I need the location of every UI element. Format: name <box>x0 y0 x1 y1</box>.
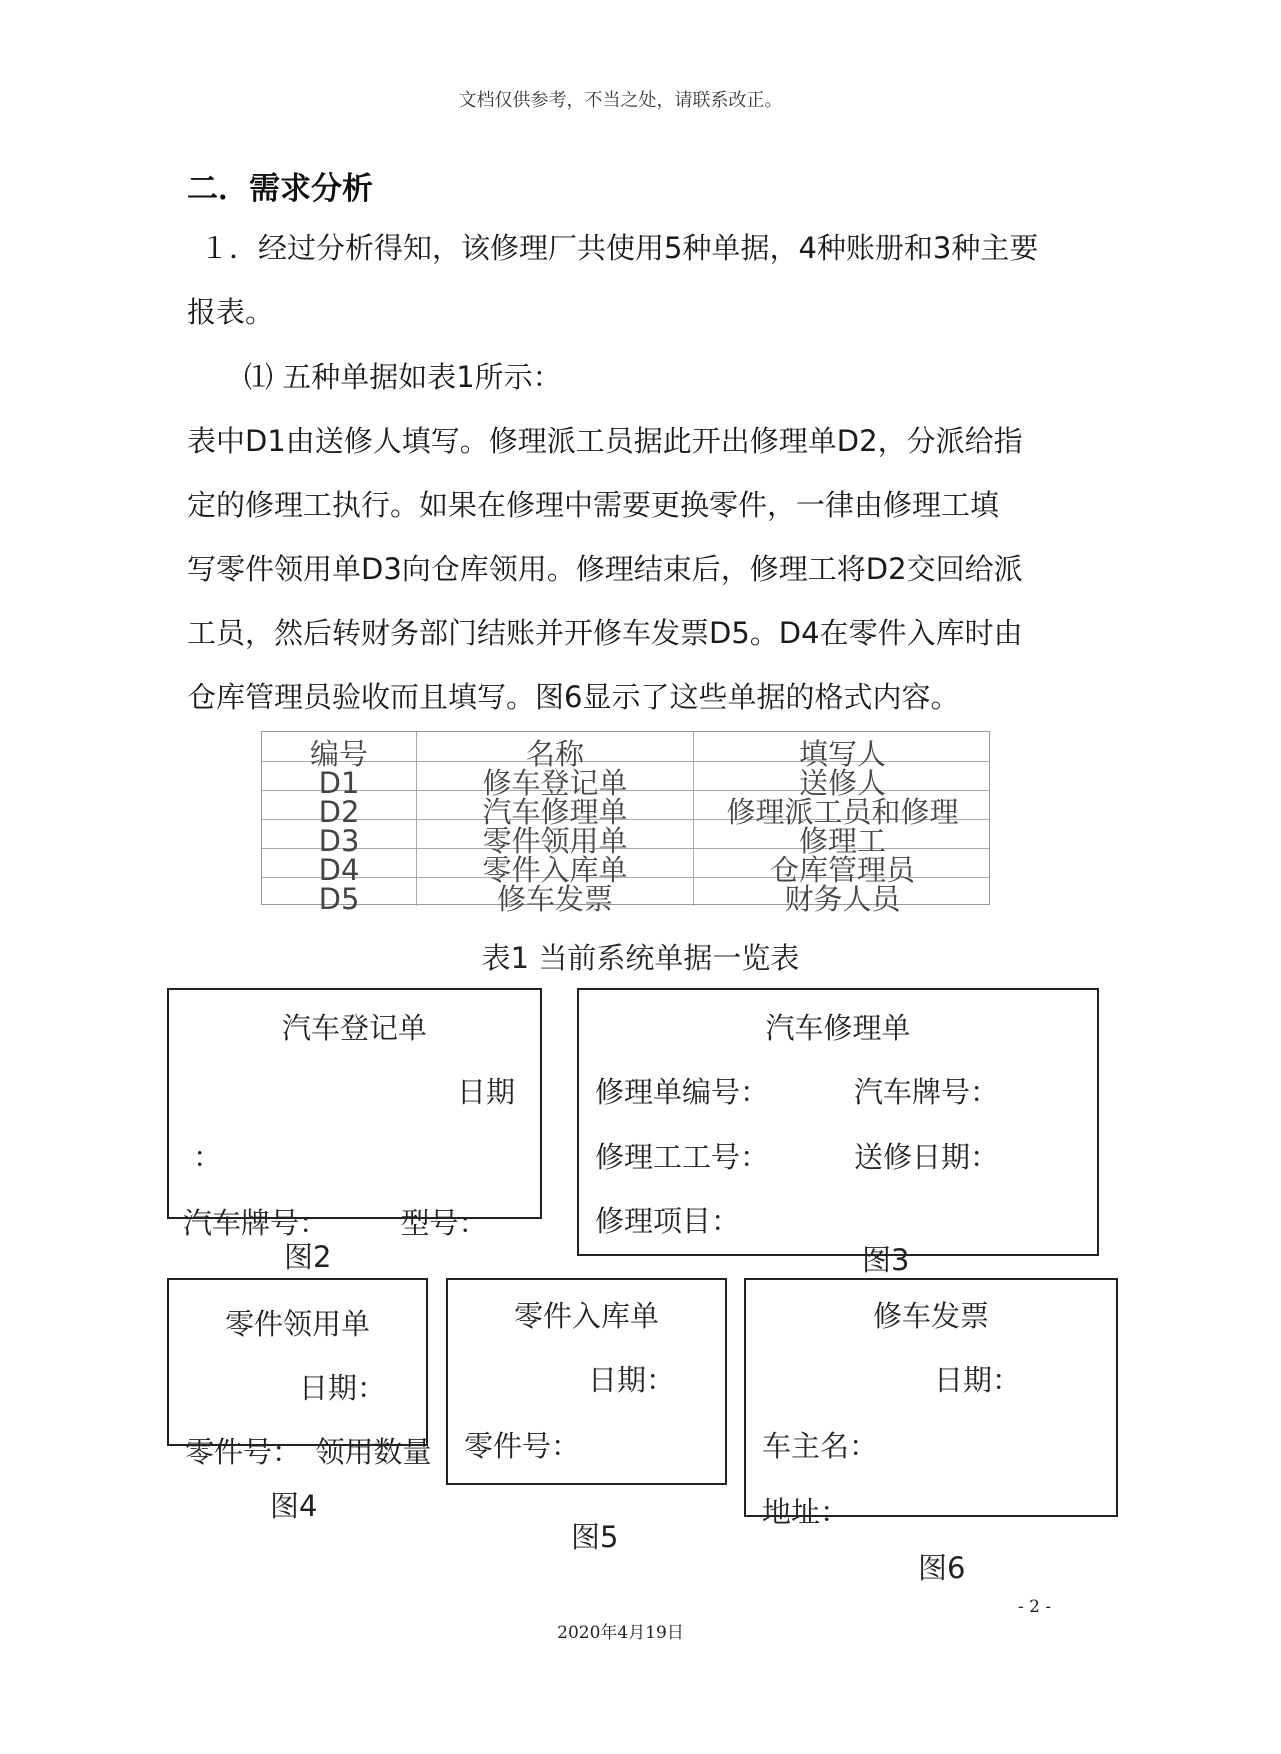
form-repair-invoice <box>744 1278 1118 1529</box>
table-row <box>262 761 989 800</box>
repair-items-label: 修理项目： <box>595 1204 741 1238</box>
table-cell: 修车发票 <box>417 877 694 906</box>
address-label: 地址： <box>762 1495 850 1529</box>
footer-date: 2020年4月19日 <box>557 1623 684 1643</box>
form-title: 零件入库单 <box>513 1299 659 1333</box>
table-row <box>262 848 989 887</box>
table-cell: 修理工 <box>798 824 886 858</box>
paragraph-3-line-1: 表中D1由送修人填写。修理派工员据此开出修理单D2，分派给指 <box>187 424 1023 458</box>
repair-date-label: 送修日期： <box>854 1140 1000 1174</box>
plate-number-label: 汽车牌号： <box>854 1075 1000 1109</box>
part-number-label: 零件号： <box>464 1429 581 1463</box>
form-parts-warehouse-entry <box>446 1278 727 1485</box>
figure-caption-clip <box>862 1243 910 1277</box>
table-cell: 修理派工员和修理 <box>726 795 959 829</box>
table-cell: D3 <box>262 819 417 848</box>
form-title: 修车发票 <box>872 1299 989 1333</box>
mechanic-id-label: 修理工工号： <box>595 1140 770 1174</box>
table-cell: 名称 <box>417 732 694 761</box>
figure-caption: 图3 <box>862 1243 910 1277</box>
date-label: 日期 <box>457 1075 516 1109</box>
table-row <box>262 819 989 858</box>
table-cell: D2 <box>262 790 417 819</box>
table-cell: 编号 <box>262 732 417 761</box>
table-row <box>262 877 989 916</box>
date-label: 日期： <box>934 1363 1022 1397</box>
table-cell: 送修人 <box>798 766 886 800</box>
paragraph-1-line-1: １．经过分析得知，该修理厂共使用5种单据，4种账册和3种主要 <box>200 231 1039 265</box>
table-cell: 修车登记单 <box>417 761 694 790</box>
paragraph-1-line-2: 报表。 <box>187 295 275 329</box>
owner-name-label: 车主名： <box>762 1429 879 1463</box>
repair-number-label: 修理单编号： <box>595 1075 770 1109</box>
section-heading: 二．需求分析 <box>187 171 373 207</box>
cut-field-line: 汽车牌号： 型号： <box>183 1206 488 1240</box>
table-cell: 零件领用单 <box>417 819 694 848</box>
paragraph-3-line-5: 仓库管理员验收而且填写。图6显示了这些单据的格式内容。 <box>187 680 960 714</box>
form-title: 汽车修理单 <box>765 1011 911 1045</box>
form-vehicle-repair <box>577 988 1099 1256</box>
colon-label: ： <box>193 1140 223 1174</box>
table-cell: 汽车修理单 <box>417 790 694 819</box>
page-number: - 2 - <box>1018 1597 1052 1617</box>
cut-field-line: 零件号： 领用数量 <box>185 1435 432 1469</box>
date-label: 日期： <box>588 1363 676 1397</box>
paragraph-3-line-4: 工员，然后转财务部门结账并开修车发票D5。D4在零件入库时由 <box>187 616 1023 650</box>
paragraph-3-line-2: 定的修理工执行。如果在修理中需要更换零件，一律由修理工填 <box>187 488 1000 522</box>
table-cell: D5 <box>262 877 417 906</box>
table-caption: 表1 当前系统单据一览表 <box>481 941 800 975</box>
form-vehicle-registration <box>167 988 542 1240</box>
form-parts-requisition <box>167 1278 432 1469</box>
table-row <box>262 790 989 829</box>
table-cell: 仓库管理员 <box>769 853 915 887</box>
figure-caption: 图4 <box>270 1489 318 1523</box>
documents-table <box>261 731 990 916</box>
figure-caption: 图2 <box>284 1240 332 1274</box>
paragraph-3-line-3: 写零件领用单D3向仓库领用。修理结束后，修理工将D2交回给派 <box>187 552 1023 586</box>
form-title: 零件领用单 <box>224 1307 370 1341</box>
table-cell: 零件入库单 <box>417 848 694 877</box>
date-label: 日期： <box>299 1371 387 1405</box>
table-cell: D1 <box>262 761 417 790</box>
figure-caption: 图5 <box>571 1520 619 1554</box>
form-title: 汽车登记单 <box>281 1011 427 1045</box>
table-cell: 财务人员 <box>784 882 901 916</box>
table-cell: D4 <box>262 848 417 877</box>
header-note: 文档仅供参考，不当之处，请联系改正。 <box>458 90 783 111</box>
table-cell: 填写人 <box>798 737 886 771</box>
table-row <box>262 732 989 771</box>
figure-caption: 图6 <box>918 1551 966 1585</box>
paragraph-2: ⑴ 五种单据如表1所示： <box>244 360 562 394</box>
